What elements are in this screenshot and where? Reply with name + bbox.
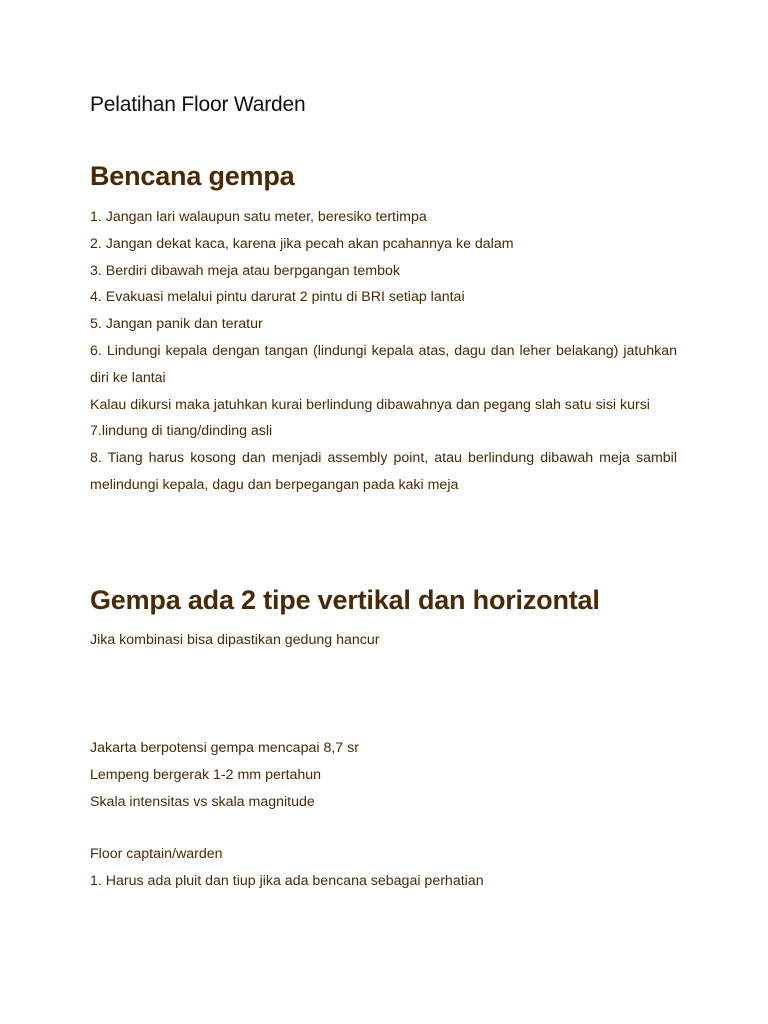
note-line: Skala intensitas vs skala magnitude	[90, 793, 315, 810]
list-item: 4. Evakuasi melalui pintu darurat 2 pintu di BRI setiap lantai	[90, 289, 465, 306]
bencana-gempa-list	[90, 204, 677, 499]
gempa-notes	[90, 735, 677, 815]
list-item: 5. Jangan panik dan teratur	[90, 316, 263, 333]
section-heading-gempa-tipe: Gempa ada 2 tipe vertikal dan horizontal	[90, 585, 600, 615]
list-item: 3. Berdiri dibawah meja atau berpgangan tembok	[90, 262, 400, 279]
list-item: 8. Tiang harus kosong dan menjadi assembly point, atau berlindung dibawah meja sambil melindungi kepala, dagu dan berpegangan pada kaki meja	[90, 450, 677, 493]
paragraph: Jika kombinasi bisa dipastikan gedung hancur	[90, 632, 380, 648]
list-item: Kalau dikursi maka jatuhkan kurai berlindung dibawahnya dan pegang slah satu sisi kursi	[90, 396, 650, 413]
gempa-tipe-paragraph	[90, 627, 677, 654]
list-item: 6. Lindungi kepala dengan tangan (lindungi kepala atas, dagu dan leher belakang) jatuhkan diri ke lantai	[90, 342, 677, 386]
list-item: 7.lindung di tiang/dinding asli	[90, 423, 273, 440]
note-line: Lempeng bergerak 1-2 mm pertahun	[90, 766, 322, 783]
section-heading-bencana-gempa: Bencana gempa	[90, 161, 295, 191]
floor-line: 1. Harus ada pluit dan tiup jika ada bencana sebagai perhatian	[90, 872, 484, 889]
floor-line: Floor captain/warden	[90, 846, 223, 862]
list-item: 1. Jangan lari walaupun satu meter, beresiko tertimpa	[90, 209, 427, 225]
floor-captain-block	[90, 841, 677, 895]
note-line: Jakarta berpotensi gempa mencapai 8,7 sr	[90, 740, 359, 756]
list-item: 2. Jangan dekat kaca, karena jika pecah akan pcahannya ke dalam	[90, 235, 514, 252]
document-title: Pelatihan Floor Warden	[90, 93, 306, 116]
